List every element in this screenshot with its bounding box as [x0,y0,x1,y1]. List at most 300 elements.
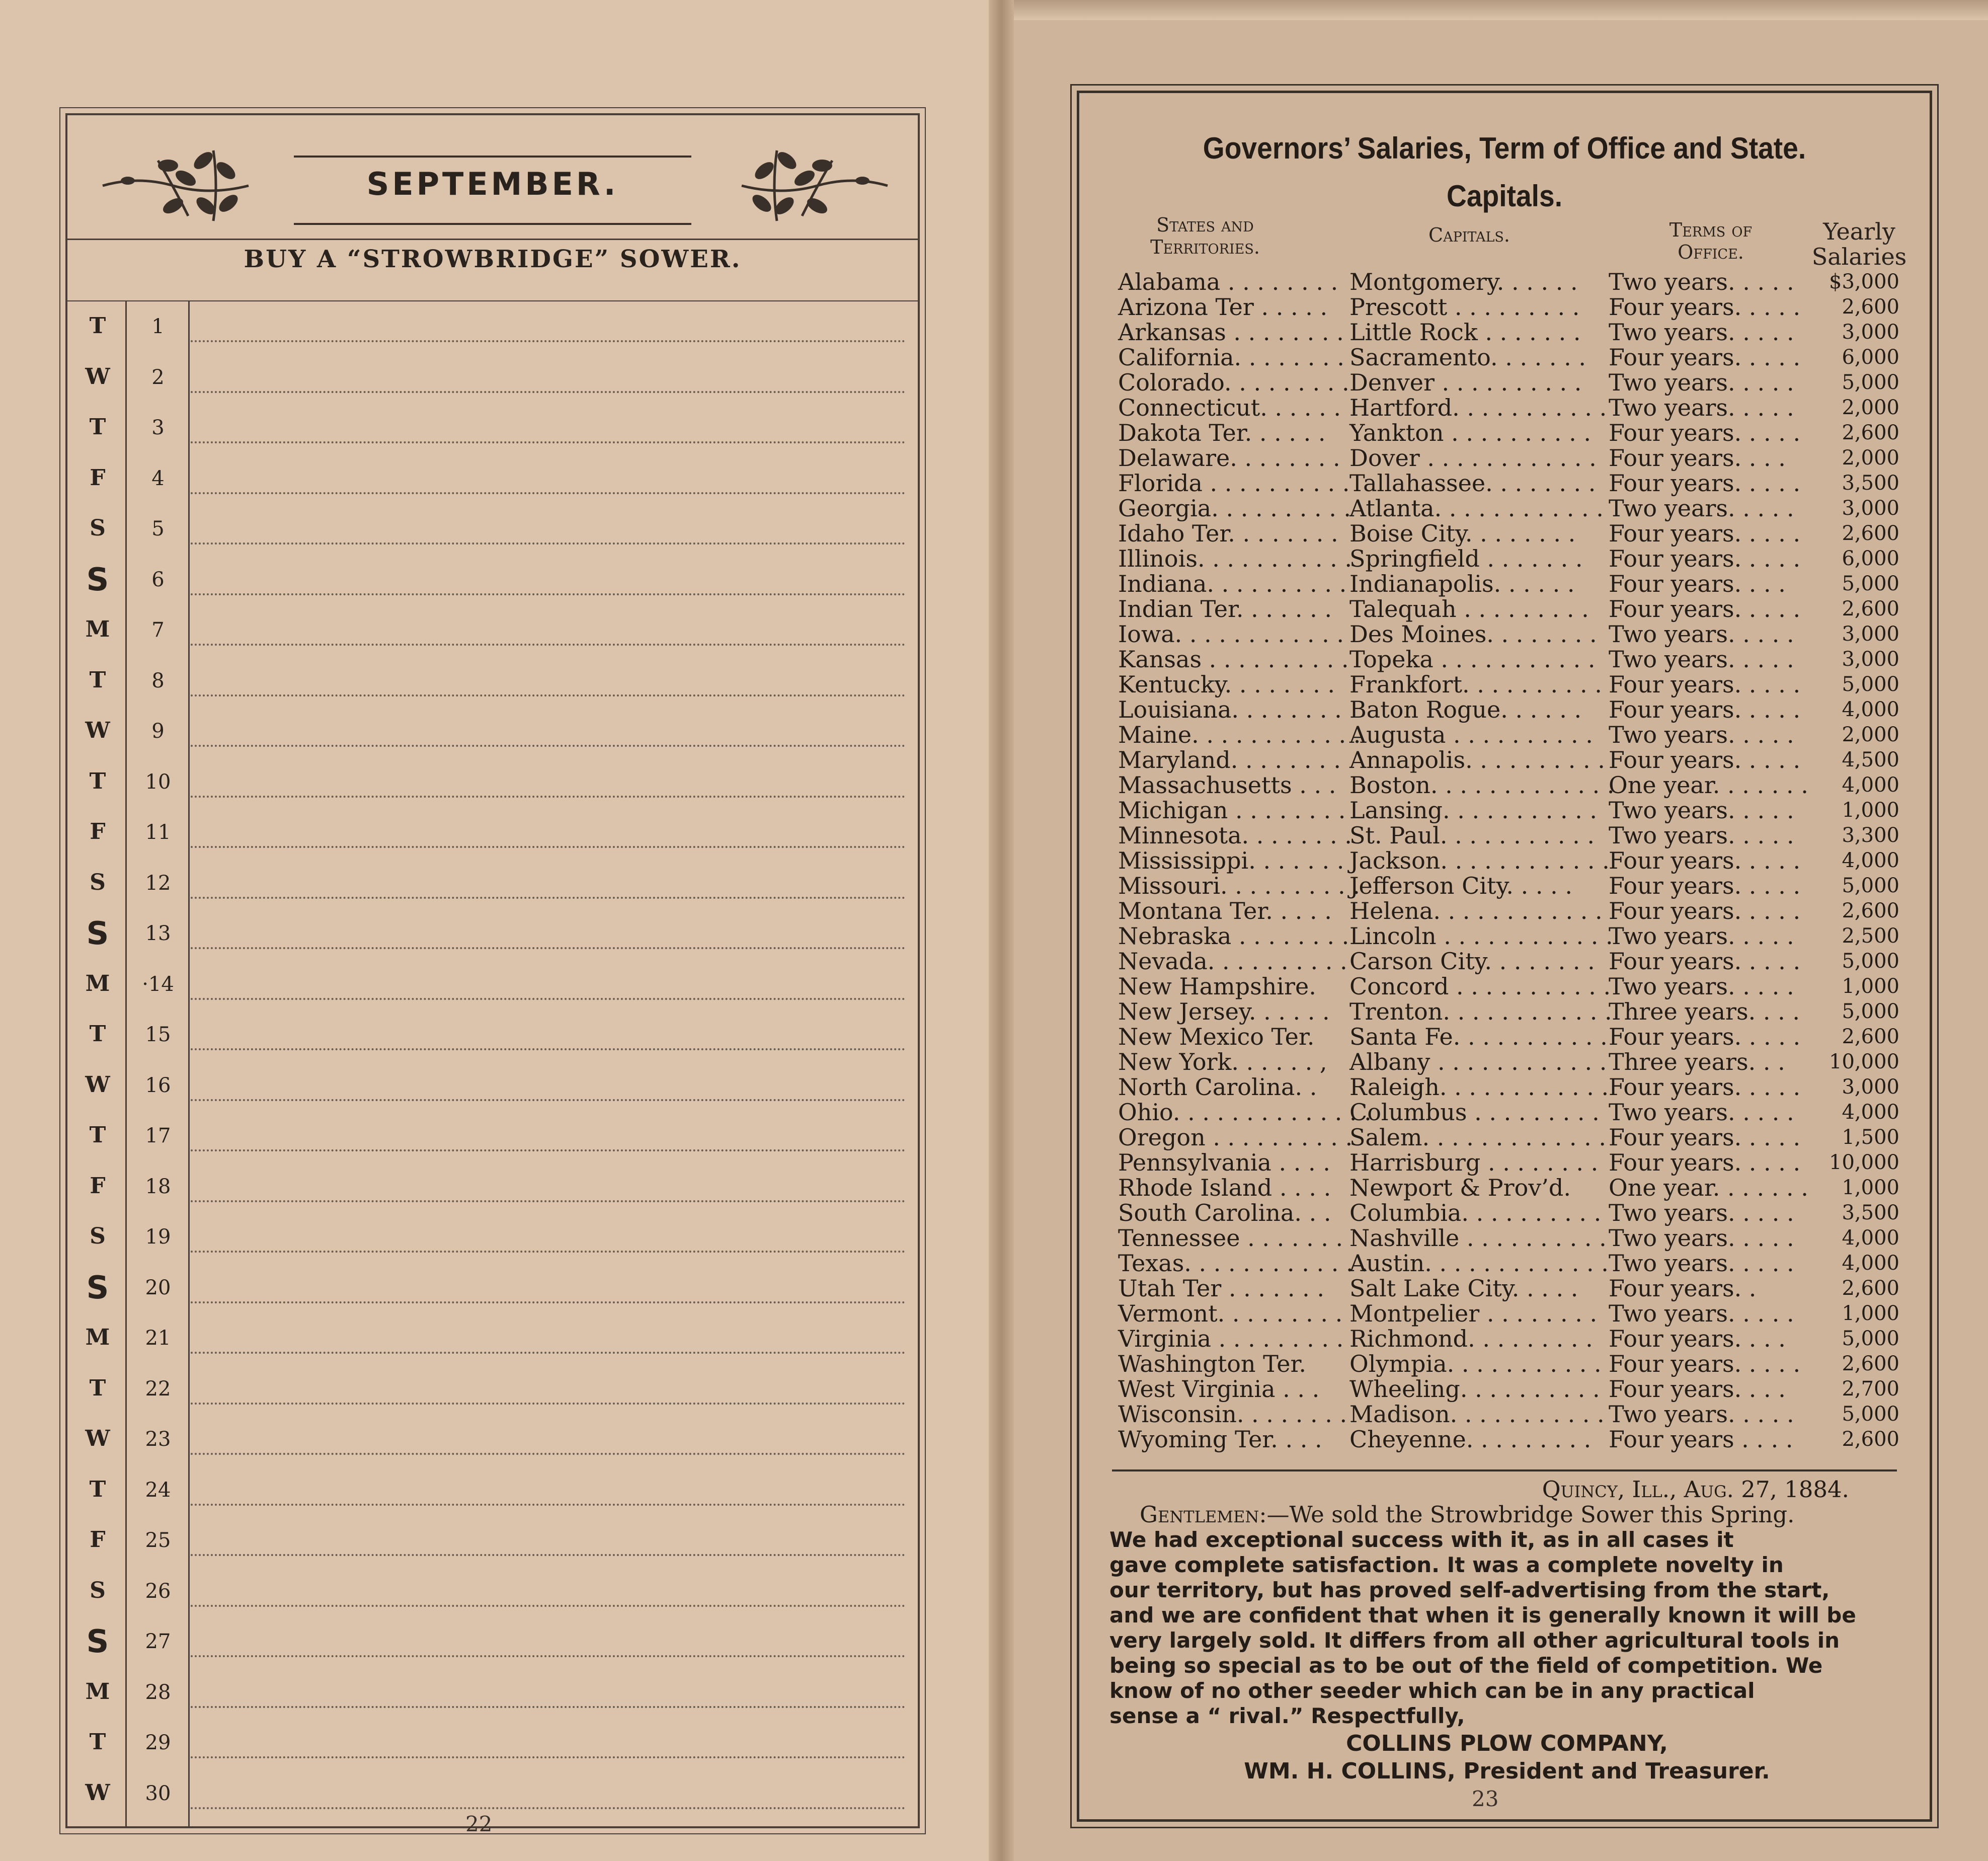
capital-cell: Albany . . . . . . . . . . . . [1349,1048,1607,1075]
note-line [191,947,905,949]
day-row [67,1467,918,1518]
salary-cell: 2,600 [1842,421,1899,444]
capital-cell: Jefferson City. . . . . [1349,872,1572,899]
day-number: 19 [145,1225,171,1249]
table-row [1079,395,1930,420]
note-line [191,1453,905,1455]
state-cell: Iowa. . . . . . . . . . . . [1118,621,1344,648]
day-number: 12 [145,871,171,895]
letter-line-3: gave complete satisfaction. It was a complete novelty in [1109,1553,1784,1577]
term-cell: Four years. . . . [1609,444,1786,472]
term-cell: Four years. . . . . [1609,671,1801,698]
capital-cell: Lincoln . . . . . . . . . . . . [1349,922,1613,950]
signatory-name: WM. H. COLLINS, [1244,1758,1456,1784]
day-row [67,1012,918,1062]
state-cell: West Virginia . . . [1118,1375,1320,1403]
header-salaries [1804,219,1915,269]
capital-cell: Richmond. . . . . . . . . [1349,1325,1593,1352]
state-cell: Ohio. . . . . . . . . . . . . . [1118,1099,1372,1126]
capital-cell: Frankfort. . . . . . . . . . [1349,671,1602,698]
day-row [67,1670,918,1720]
capital-cell: Madison. . . . . . . . . . . [1349,1401,1605,1428]
term-cell: Four years. . . . . [1609,948,1801,975]
table-row [1079,496,1930,521]
letter-line-9: sense a “ rival.” Respectfully, [1109,1703,1465,1728]
state-cell: North Carolina. . [1118,1073,1317,1101]
header-terms [1623,219,1799,263]
day-of-week: F [90,464,106,491]
day-of-week: S [90,1223,106,1249]
table-row [1079,546,1930,571]
calendar-header [67,115,918,240]
term-cell: Two years. . . . . [1609,646,1794,673]
capital-cell: Wheeling. . . . . . . . . . [1349,1375,1600,1403]
term-cell: Two years. . . . . [1609,495,1794,522]
header-salary-line1: Yearly [1823,218,1895,245]
note-line [191,694,905,696]
term-cell: Four years. . [1609,1275,1757,1302]
table-row [1079,873,1930,898]
day-number: 13 [145,922,171,945]
day-number: 18 [145,1175,171,1198]
state-cell: Arkansas . . . . . . . . [1118,319,1344,346]
header-terms-line1: Terms of [1669,219,1753,241]
capital-cell: Little Rock . . . . . . . [1349,319,1581,346]
day-of-week: M [85,1678,110,1704]
term-cell: Two years. . . . . [1609,1250,1794,1277]
term-cell: Four years. . . . . [1609,419,1801,446]
table-row [1079,1276,1930,1301]
note-line [191,593,905,595]
note-line [191,1200,905,1202]
term-cell: Two years. . . . . [1609,1300,1794,1327]
state-cell: Texas. . . . . . . . . . . . . [1118,1250,1368,1277]
salary-cell: 3,000 [1842,623,1899,646]
day-row [67,1366,918,1417]
table-row [1079,420,1930,445]
salary-cell: 4,000 [1842,1252,1899,1275]
day-number: 1 [151,315,165,338]
table-row [1079,697,1930,722]
day-row [67,1720,918,1770]
table-row [1079,471,1930,496]
day-of-week: S [86,1623,109,1660]
day-of-week: T [89,667,106,693]
salary-cell: 5,000 [1842,673,1899,696]
letter-line-4: our territory, but has proved self-advertising from the start, [1109,1578,1830,1602]
note-line [191,1301,905,1303]
capital-cell: Des Moines. . . . . . . . [1349,621,1597,648]
note-line [191,1149,905,1151]
term-cell: Three years. . . . [1609,998,1800,1025]
day-row [67,1265,918,1315]
day-row [67,405,918,455]
day-row [67,1417,918,1467]
day-row [67,1518,918,1568]
salary-cell: 4,000 [1842,698,1899,721]
day-number: 6 [151,568,165,591]
day-of-week: T [89,313,106,339]
salary-cell: 3,000 [1842,497,1899,520]
note-line [191,441,905,443]
day-number: 24 [145,1478,171,1502]
letter-signature [1109,1759,1904,1784]
note-line [191,1605,905,1607]
term-cell: Four years. . . . . [1609,470,1801,497]
day-row [67,506,918,557]
salary-cell: 5,000 [1842,572,1899,595]
table-row [1079,1175,1930,1200]
term-cell: Four years. . . . . [1609,293,1801,321]
day-row [67,911,918,961]
salary-cell: 5,000 [1842,1000,1899,1023]
capital-cell: Austin. . . . . . . . . . . . . [1349,1250,1609,1277]
day-of-week: F [90,1527,106,1553]
note-line [191,492,905,494]
day-number: 22 [145,1377,171,1401]
capital-cell: Columbia. . . . . . . . . . [1349,1199,1602,1226]
table-row [1079,1074,1930,1100]
salary-cell: 4,000 [1842,1101,1899,1124]
letter-line-1 [1109,1502,1904,1527]
day-row [67,304,918,354]
capital-cell: Olympia. . . . . . . . . . . [1349,1350,1602,1377]
term-cell: Four years. . . . [1609,570,1786,597]
day-row [67,355,918,405]
note-line [191,644,905,646]
term-cell: Four years. . . . . [1609,344,1801,371]
table-row [1079,1301,1930,1326]
term-cell: Four years. . . . [1609,1375,1786,1403]
state-cell: Kansas . . . . . . . . . . [1118,646,1349,673]
day-of-week: F [90,1173,106,1199]
state-cell: Alabama . . . . . . . . [1118,268,1338,295]
salary-cell: 1,000 [1842,1302,1899,1325]
table-row [1079,999,1930,1024]
note-line [191,1099,905,1101]
day-of-week: S [90,515,106,541]
salary-cell: 2,500 [1842,924,1899,948]
note-line [191,796,905,798]
header-capitals: Capitals. [1428,224,1510,246]
note-line [191,340,905,342]
note-line [191,542,905,545]
day-number: 29 [145,1731,171,1754]
capital-cell: Raleigh. . . . . . . . . . . . [1349,1073,1609,1101]
day-of-week: W [85,1426,110,1451]
day-number: 30 [145,1781,171,1805]
day-row [67,456,918,506]
day-of-week: W [85,718,110,743]
capital-cell: Annapolis. . . . . . . . . . [1349,746,1605,773]
day-of-week: T [89,1122,106,1148]
state-cell: Georgia. . . . . . . . . . [1118,495,1351,522]
table-row [1079,772,1930,798]
term-cell: Two years. . . . . [1609,1224,1794,1252]
salary-cell: 5,000 [1842,950,1899,973]
month-title: SEPTEMBER. [366,166,619,202]
term-cell: Two years. . . . . [1609,621,1794,648]
table-row [1079,898,1930,923]
capital-cell: Jackson. . . . . . . . . . . . [1349,847,1610,874]
advert-subtitle: BUY A “STROWBRIDGE” SOWER. [244,245,742,273]
note-line [191,1706,905,1708]
salary-cell: 4,000 [1842,773,1899,797]
table-row [1079,949,1930,974]
note-line [191,1504,905,1506]
capital-cell: Topeka . . . . . . . . . . . [1349,646,1596,673]
term-cell: Four years. . . . . [1609,595,1801,623]
salary-cell: 5,000 [1842,371,1899,394]
salary-cell: 3,500 [1842,1201,1899,1224]
table-row [1079,848,1930,873]
day-number: 16 [145,1073,171,1097]
salary-cell: 2,600 [1842,1352,1899,1375]
salary-cell: 2,600 [1842,1277,1899,1300]
letter-line-8: know of no other seeder which can be in any practical [1109,1678,1755,1703]
salary-cell: 3,500 [1842,472,1899,495]
day-of-week: T [89,1375,106,1401]
table-row [1079,294,1930,320]
term-cell: Two years. . . . . [1609,973,1794,1000]
salary-cell: 2,600 [1842,295,1899,319]
table-row [1079,521,1930,546]
day-number: 21 [145,1327,171,1350]
state-cell: Illinois. . . . . . . . . . . [1118,545,1353,572]
note-line [191,998,905,1000]
capital-cell: Lansing. . . . . . . . . . . [1349,797,1598,824]
day-row [67,658,918,709]
day-number: 9 [151,720,165,743]
day-of-week: S [86,915,109,952]
day-row [67,759,918,810]
table-row [1079,1427,1930,1452]
state-cell: Montana Ter. . . . . [1118,897,1332,924]
day-row [67,709,918,759]
note-line [191,1756,905,1758]
salary-cell: 1,500 [1842,1126,1899,1149]
table-row [1079,1100,1930,1125]
salary-cell: 2,700 [1842,1377,1899,1401]
governors-table-box [1077,91,1932,1822]
state-cell: South Carolina. . . [1118,1199,1331,1226]
day-of-week: S [90,1577,106,1603]
term-cell: Four years . . . . [1609,1426,1793,1453]
state-cell: Mississippi. . . . . . . [1118,847,1344,874]
day-of-week: M [85,1325,110,1350]
left-page-number: 22 [465,1812,493,1836]
salary-cell: 1,000 [1842,975,1899,998]
state-cell: Louisiana. . . . . . . . [1118,696,1342,723]
capital-cell: Montpelier . . . . . . . . [1349,1300,1598,1327]
capital-cell: Boise City. . . . . . . . [1349,520,1576,547]
table-row [1079,1024,1930,1049]
capital-cell: Carson City. . . . . . . . [1349,948,1595,975]
capital-cell: Salt Lake City. . . . . [1349,1275,1578,1302]
table-row [1079,596,1930,622]
salary-cell: 5,000 [1842,874,1899,897]
state-cell: Indian Ter. . . . . . . [1118,595,1332,623]
state-cell: Pennsylvania . . . . [1118,1149,1330,1176]
capital-cell: Columbus . . . . . . . . . [1349,1099,1600,1126]
capital-cell: Helena. . . . . . . . . . . . [1349,897,1603,924]
day-of-week: S [86,1269,109,1306]
state-cell: New Hampshire. [1118,973,1316,1000]
term-cell: Four years. . . . . [1609,897,1801,924]
day-number: 25 [145,1529,171,1552]
salary-cell: 3,000 [1842,648,1899,671]
capital-cell: Montgomery. . . . . . [1349,268,1578,295]
day-number: 17 [145,1124,171,1147]
state-cell: Indiana. . . . . . . . . . [1118,570,1347,597]
capital-cell: Denver . . . . . . . . . . [1349,369,1582,396]
salary-cell: 3,300 [1842,824,1899,847]
day-number: 23 [145,1428,171,1451]
salary-cell: 1,000 [1842,799,1899,822]
day-of-week: T [89,414,106,440]
state-cell: Washington Ter. [1118,1350,1307,1377]
table-row [1079,798,1930,823]
salary-cell: 4,500 [1842,748,1899,771]
state-cell: Connecticut. . . . . . [1118,394,1341,421]
book-gutter [989,0,1014,1861]
state-cell: Vermont. . . . . . . . . [1118,1300,1343,1327]
table-title-line2: Capitals. [1446,179,1563,213]
term-cell: Four years. . . . . [1609,520,1801,547]
table-row [1079,1200,1930,1225]
capital-cell: Trenton. . . . . . . . . . . . [1349,998,1612,1025]
capital-cell: Nashville . . . . . . . . . . [1349,1224,1607,1252]
day-of-week: T [89,1476,106,1502]
day-of-week: W [85,363,110,390]
letter-company: COLLINS PLOW COMPANY, [1346,1731,1668,1756]
day-of-week: M [85,616,110,642]
day-of-week: T [89,1729,106,1755]
letter-line-1-text: :—We sold the Strowbridge Sower this Spring. [1259,1501,1795,1528]
state-cell: Idaho Ter. . . . . . . . [1118,520,1338,547]
salary-cell: 2,000 [1842,723,1899,746]
salary-cell: 4,000 [1842,1226,1899,1250]
day-row [67,1063,918,1113]
header-states-line1: States and [1156,214,1254,236]
day-number: 11 [145,821,171,844]
salary-cell: 10,000 [1829,1050,1899,1073]
table-row [1079,923,1930,949]
state-cell: California. . . . . . . . [1118,344,1344,371]
table-row [1079,672,1930,697]
table-row [1079,823,1930,848]
header-salary-line2: Salaries [1811,243,1907,270]
state-cell: Florida . . . . . . . . . . [1118,470,1350,497]
header-states [1109,214,1301,258]
day-number: 15 [145,1023,171,1046]
state-cell: Nebraska . . . . . . . . [1118,922,1349,950]
day-number: 28 [145,1680,171,1704]
letter-line-2: We had exceptional success with it, as in all cases it [1109,1527,1734,1552]
salary-cell: 6,000 [1842,346,1899,369]
capital-cell: Augusta . . . . . . . . . . [1349,721,1593,748]
table-row [1079,370,1930,395]
capital-cell: Newport & Prov’d. [1349,1174,1571,1201]
table-title-line1: Governors’ Salaries, Term of Office and State. [1203,131,1806,165]
salary-cell: 10,000 [1829,1151,1899,1174]
capital-cell: Prescott . . . . . . . . . [1349,293,1580,321]
state-cell: Missouri. . . . . . . . . . [1118,872,1360,899]
table-row [1079,445,1930,471]
capital-cell: Baton Rogue. . . . . . [1349,696,1582,723]
term-cell: Two years. . . . . [1609,797,1794,824]
note-line [191,1655,905,1657]
capital-cell: Santa Fe. . . . . . . . . . . [1349,1023,1608,1050]
day-number: 8 [151,669,165,692]
table-row [1079,1402,1930,1427]
term-cell: Four years. . . . . [1609,847,1801,874]
term-cell: Four years. . . . . [1609,1073,1801,1101]
term-cell: One year. . . . . . . [1609,1174,1808,1201]
day-of-week: W [85,1779,110,1806]
day-row [67,861,918,911]
table-row [1079,345,1930,370]
capital-cell: St. Paul. . . . . . . . . . . [1349,822,1595,849]
term-cell: Two years. . . . . [1609,1199,1794,1226]
state-cell: Nevada. . . . . . . . . . [1118,948,1347,975]
term-cell: Four years. . . . . [1609,872,1801,899]
day-number: 5 [151,517,165,540]
salary-cell: 3,000 [1842,321,1899,344]
term-cell: Two years. . . . . [1609,1401,1794,1428]
day-number: 7 [151,618,165,642]
table-row [1079,571,1930,596]
salary-cell: 2,600 [1842,522,1899,545]
letter-dateline: Quincy, Ill., Aug. 27, 1884. [1542,1476,1849,1503]
note-line [191,1048,905,1050]
table-row [1079,622,1930,647]
state-cell: Maine. . . . . . . . . . . . [1118,721,1361,748]
day-row [67,1569,918,1619]
state-cell: Tennessee . . . . . . . [1118,1224,1343,1252]
table-row [1079,1326,1930,1351]
day-row [67,557,918,607]
day-row [67,962,918,1012]
capital-cell: Cheyenne. . . . . . . . . [1349,1426,1592,1453]
day-row [67,1113,918,1164]
note-line [191,897,905,899]
salary-cell: $3,000 [1829,270,1899,293]
capital-cell: Salem. . . . . . . . . . . . . [1349,1124,1607,1151]
capital-cell: Boston. . . . . . . . . . . . . [1349,771,1615,799]
day-of-week: F [90,819,106,844]
day-of-week: W [85,1071,110,1098]
state-cell: New Jersey. . . . . . [1118,998,1330,1025]
term-cell: Three years. . . [1609,1048,1785,1075]
note-line [191,391,905,393]
calendar-box [65,113,920,1828]
salary-cell: 5,000 [1842,1403,1899,1426]
term-cell: Four years. . . . . [1609,1124,1801,1151]
table-row [1079,974,1930,999]
note-line [191,1554,905,1556]
term-cell: Four years. . . . . [1609,696,1801,723]
day-row [67,1164,918,1214]
capital-cell: Springfield . . . . . . . [1349,545,1583,572]
table-row [1079,1049,1930,1074]
table-row [1079,747,1930,772]
salary-cell: 4,000 [1842,849,1899,872]
day-row [67,1214,918,1265]
day-number: 3 [151,416,165,439]
day-number: 10 [145,770,171,794]
salary-cell: 6,000 [1842,547,1899,570]
